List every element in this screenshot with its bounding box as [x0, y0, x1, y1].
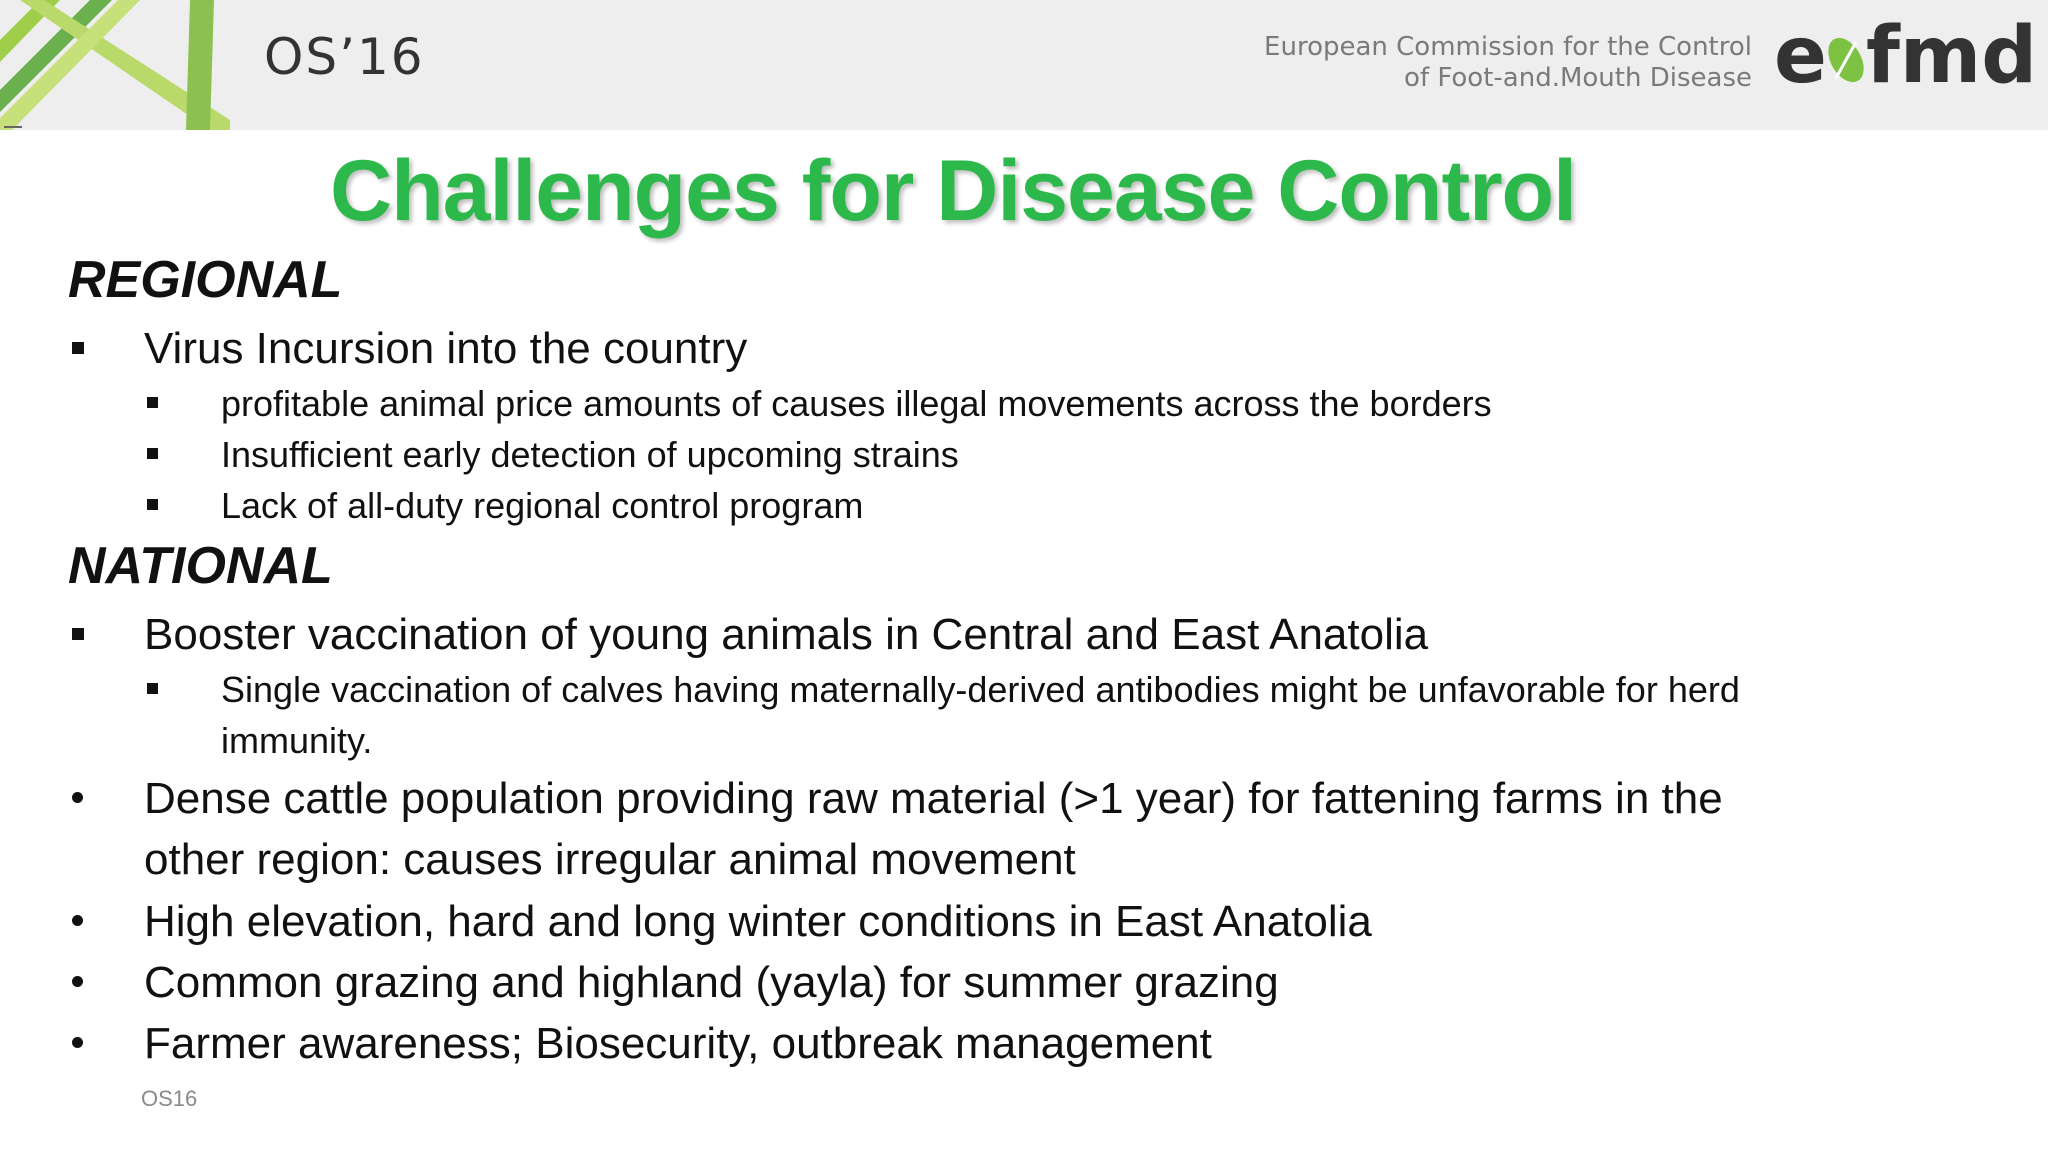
- subbullet-regional-program: Lack of all-duty regional control program: [221, 485, 864, 526]
- bullet-common-grazing: Common grazing and highland (yayla) for summer grazing: [144, 958, 1279, 1007]
- corner-marker: [4, 126, 22, 128]
- round-bullet-icon: [72, 1037, 83, 1048]
- svg-text:fmd: fmd: [1866, 11, 2038, 101]
- subbullet-single-vaccination: Single vaccination of calves having maternally-derived antibodies might be unfavorable for herd immunity.: [221, 669, 1740, 761]
- subbullet-illegal-movements: profitable animal price amounts of causes illegal movements across the borders: [221, 383, 1492, 424]
- bullet-booster-vaccination: Booster vaccination of young animals in Central and East Anatolia: [144, 610, 1429, 659]
- eufmd-logo: [1774, 11, 2038, 102]
- slide-footer: OS16: [141, 1086, 198, 1111]
- bullet-dense-cattle: Dense cattle population providing raw material (>1 year) for fattening farms in the other region: causes irregular animal movement: [144, 774, 1723, 884]
- round-bullet-icon: [72, 915, 83, 926]
- round-bullet-icon: [72, 792, 83, 803]
- section-heading-regional: REGIONAL: [68, 251, 343, 309]
- leaf-icon: [1821, 32, 1871, 89]
- conference-logo: OS’16: [264, 28, 425, 86]
- decorative-ribbons-icon: [0, 0, 230, 130]
- square-bullet-icon: [72, 342, 84, 354]
- organization-name: [1232, 32, 1752, 94]
- square-bullet-icon: [147, 397, 158, 408]
- svg-text:e: e: [1774, 11, 1827, 101]
- organization-name-line-1: European Commission for the Control: [1264, 32, 1752, 62]
- slide-title: Challenges for Disease Control: [330, 143, 1576, 239]
- bullet-virus-incursion: Virus Incursion into the country: [144, 324, 748, 373]
- square-bullet-icon: [147, 499, 158, 510]
- round-bullet-icon: [72, 976, 83, 987]
- subbullet-early-detection: Insufficient early detection of upcoming strains: [221, 434, 959, 475]
- square-bullet-icon: [147, 448, 158, 459]
- bullet-farmer-awareness: Farmer awareness; Biosecurity, outbreak management: [144, 1019, 1212, 1068]
- square-bullet-icon: [72, 628, 84, 640]
- organization-name-line-2: of Foot-and.Mouth Disease: [1404, 63, 1752, 93]
- section-heading-national: NATIONAL: [68, 537, 333, 595]
- bullet-high-elevation: High elevation, hard and long winter conditions in East Anatolia: [144, 897, 1372, 946]
- square-bullet-icon: [147, 683, 158, 694]
- slide-header: [0, 0, 2048, 130]
